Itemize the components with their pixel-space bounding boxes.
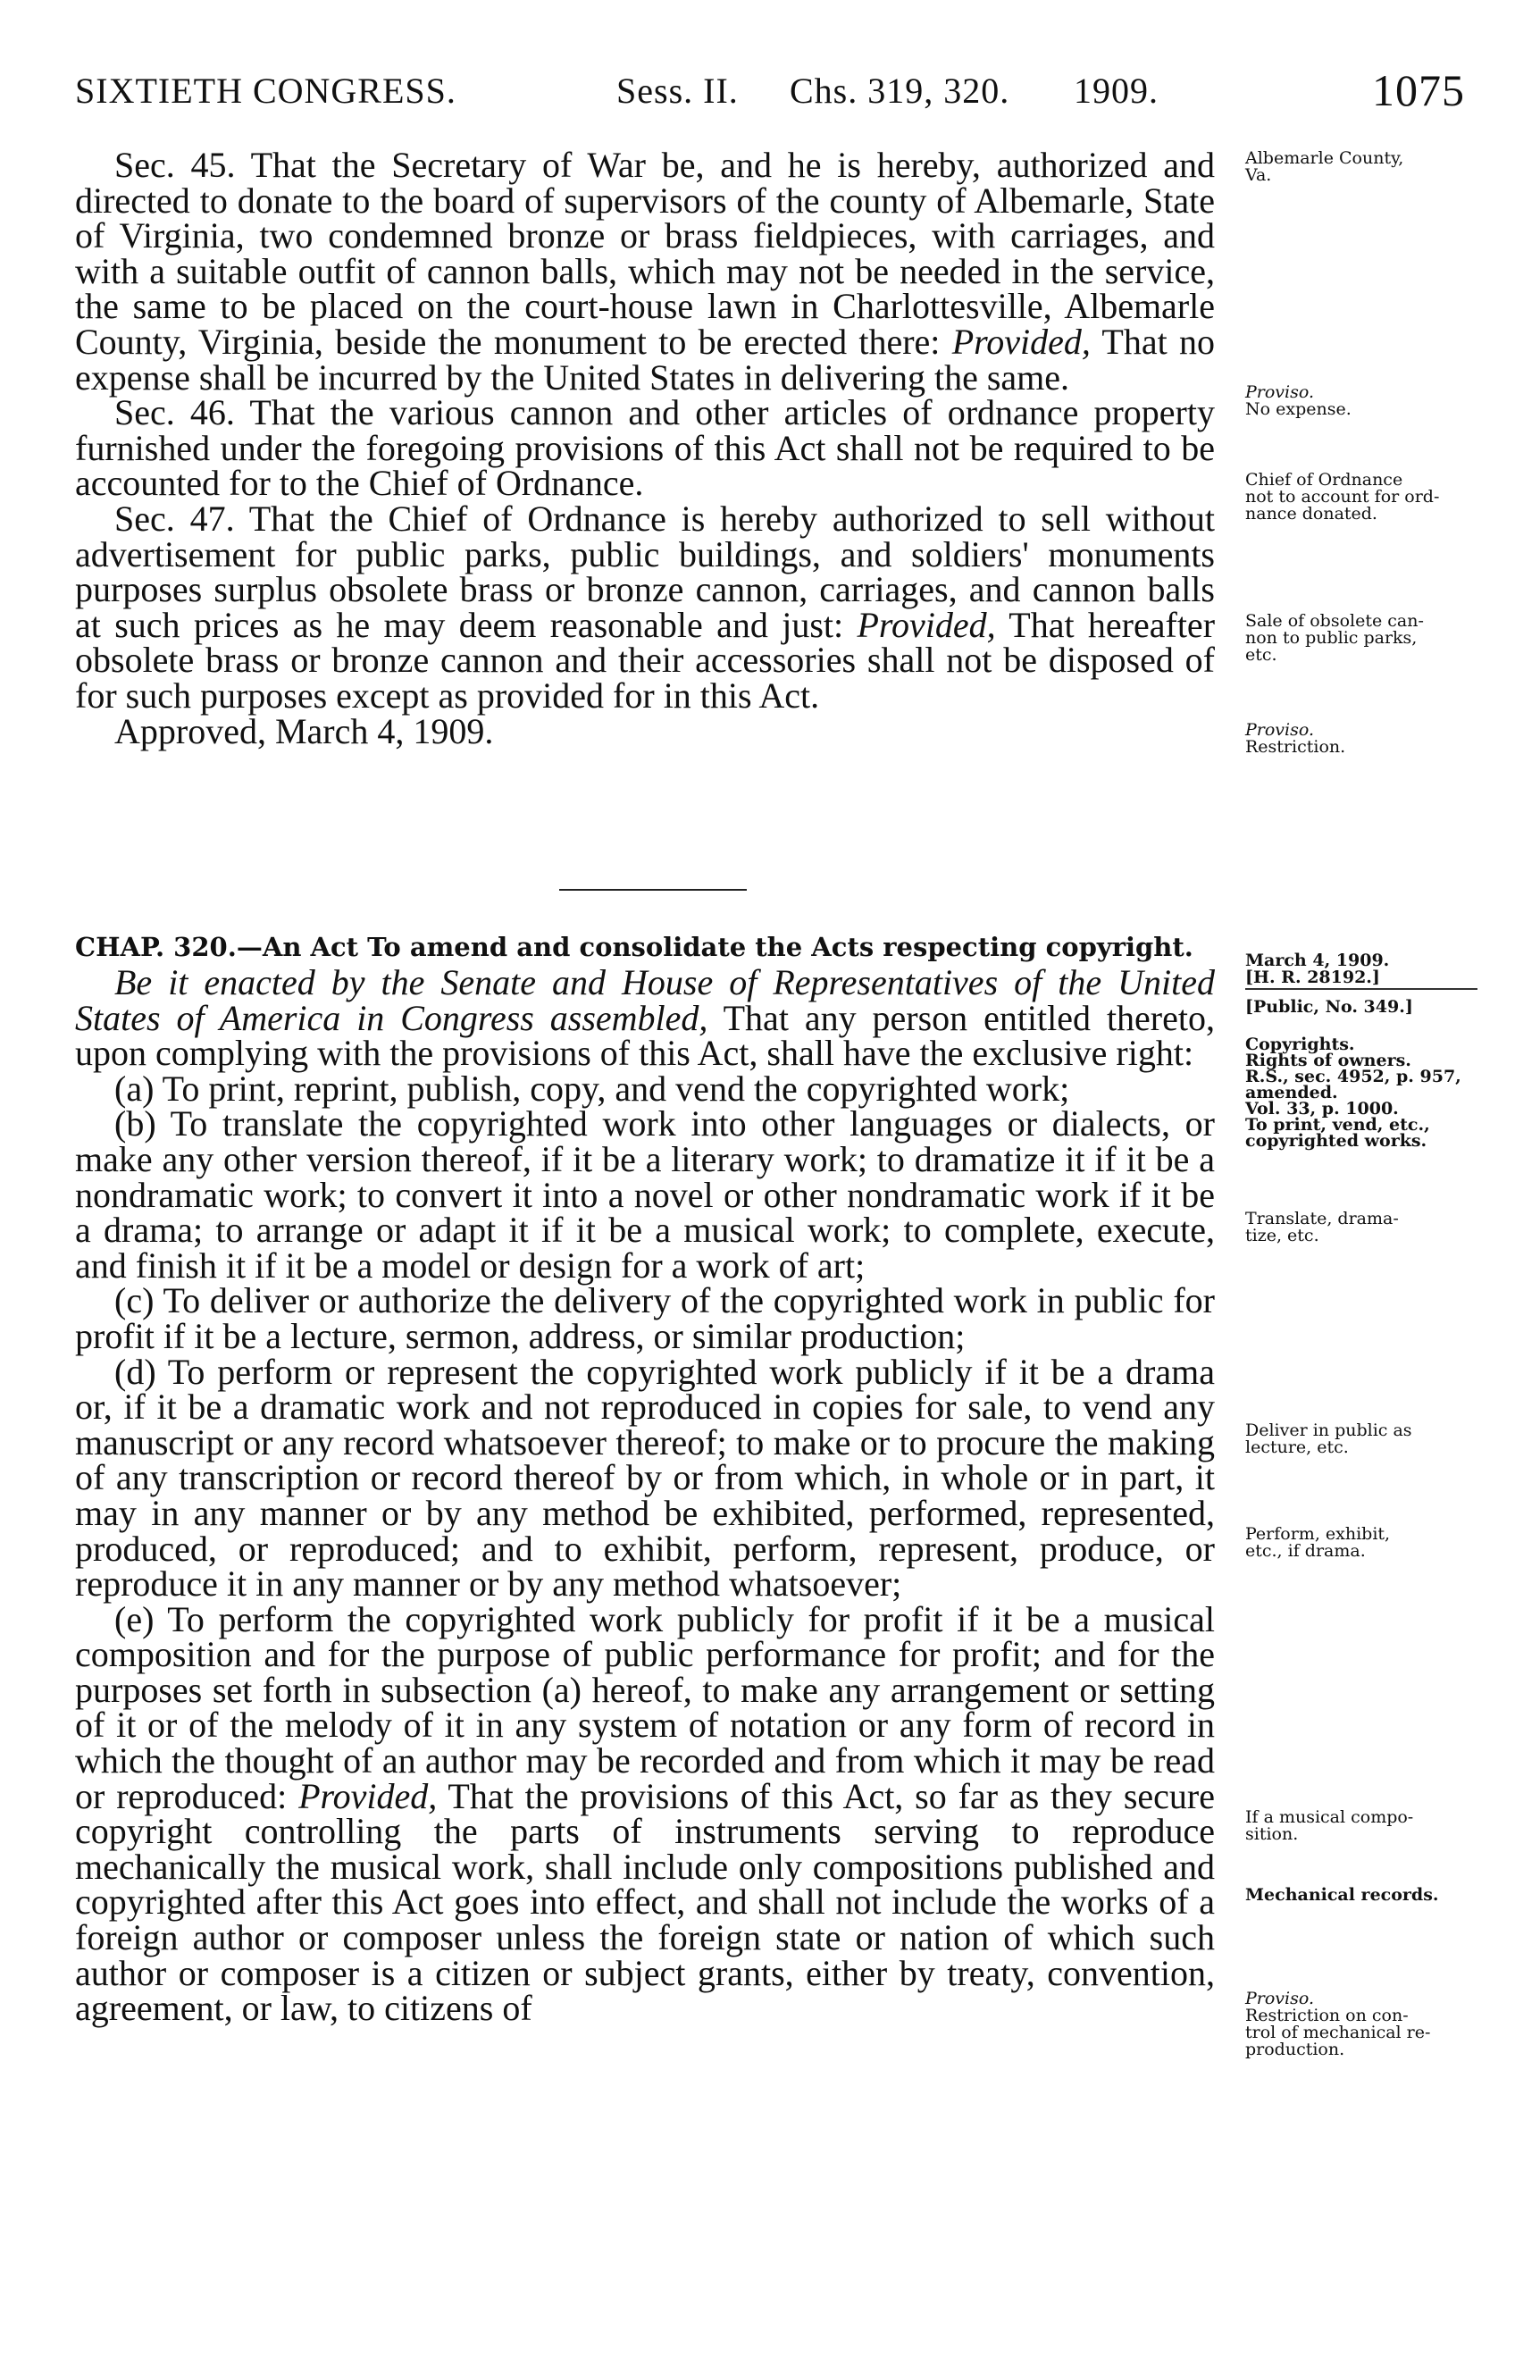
clause-e-proviso-text: That the provisions of this Act, so far as they secure copyright controlling the parts of instruments serving to reproduce mechanically the musical work, shall include only compositions published and copyrighted after this Act goes into effect, and shall not include the works of a foreign author or composer unless the foreign state or nation of which such author or composer is a citizen or subject grants, either by treaty, convention, agreement, or law, to citizens of <box>75 1775 1215 2029</box>
clause-a: (a) To print, reprint, publish, copy, and vend the copyrighted work; <box>114 1068 1070 1109</box>
chapter-intro: That any person entitled thereto, upon complying with the provisions of this Act, shall have the exclusive right: <box>75 997 1215 1074</box>
approved-date: Approved, March 4, 1909. <box>114 710 494 751</box>
section-45-proviso-word: Provided, <box>951 321 1091 362</box>
section-45 <box>75 145 1216 398</box>
margin-note-proviso-mechanical: Proviso. Restriction on con- trol of mechanical re- production. <box>1245 1989 1431 2059</box>
section-47-proviso-word: Provided, <box>857 604 996 645</box>
chapters-label: Chs. 319, 320. <box>790 71 1010 111</box>
section-46-label: Sec. 46. <box>114 392 235 433</box>
margin-note-copyrights: Copyrights. Rights of owners. R.S., sec. 4952, p. 957, amended. Vol. 33, p. 1000. To print, vend, etc., copyrighted works. <box>1245 1035 1461 1151</box>
section-46-text: That the various cannon and other articles of ordnance property furnished under the foregoing provisions of this Act shall not be required to be accounted for to the Chief of Ordnance. <box>75 392 1215 504</box>
session-label: Sess. II. <box>616 71 739 111</box>
clause-e-proviso-word: Provided, <box>298 1775 438 1816</box>
chapter-320 <box>75 929 1215 2029</box>
enacting-clause: Be it enacted by the Senate and House of Representatives of the United States of America in Congress assembled, <box>75 962 1215 1038</box>
margin-note-proviso-restriction: Proviso. Restriction. <box>1245 720 1346 757</box>
clause-c: (c) To deliver or authorize the delivery of the copyrighted work in public for profit if it be a lecture, sermon, address, or similar production; <box>75 1280 1215 1356</box>
section-47-proviso-text: That hereafter obsolete brass or bronze cannon and their accessories shall not be disposed of for such purposes except as provided for in this Act. <box>75 604 1216 716</box>
clause-b: (b) To translate the copyrighted work into other languages or dialects, or make any other version thereof, if it be a literary work; to dramatize it if it be a nondramatic work; to convert it into a novel or other nondramatic work if it be a drama; to arrange or adapt it if it be a musical work; to complete, execute, and finish it if it be a model or design for a work of art; <box>75 1103 1215 1286</box>
chapter-title: —An Act To amend and consolidate the Acts respecting copyright. <box>236 932 1193 962</box>
enacting-paragraph <box>75 962 1215 1074</box>
section-divider <box>559 889 747 891</box>
margin-note-proviso-no-expense: Proviso. No expense. <box>1245 382 1352 419</box>
margin-note-date: March 4, 1909. [H. R. 28192.] <box>1245 951 1390 987</box>
clause-d: (d) To perform or represent the copyrighted work publicly if it be a drama or, if it be a dramatic work and not reproduced in copies for sale, to vend any manuscript or any record whatsoever thereof; to make or to procure the making of any transcription or record thereof by or from which, in whole or in part, it may in any manner or by any method be exhibited, performed, represented, produced, or reproduced; and to exhibit, perform, represent, produce, or reproduce it in any manner or by any method whatsoever; <box>75 1351 1215 1605</box>
section-47-text: That the Chief of Ordnance is hereby authorized to sell without advertisement for public parks, public buildings, and soldiers' monuments purposes surplus obsolete brass or bronze cannon, carriages, and cannon balls at such prices as he may deem reasonable and just: <box>75 498 1215 645</box>
margin-note-albemarle: Albemarle County, Va. <box>1245 148 1404 185</box>
sections-45-47 <box>75 147 1215 749</box>
section-45-label: Sec. 45. <box>114 145 236 185</box>
chapter-label: CHAP. 320. <box>75 932 237 962</box>
page-number: 1075 <box>1372 65 1465 115</box>
congress-title: SIXTIETH CONGRESS. <box>75 71 456 111</box>
margin-note-chief-of-ordnance: Chief of Ordnance not to account for ord- nance donated. <box>1245 470 1440 524</box>
margin-note-public-law: [Public, No. 349.] <box>1245 997 1413 1017</box>
margin-note-mechanical: Mechanical records. <box>1245 1885 1439 1905</box>
clause-e-text: (e) To perform the copyrighted work publicly for profit if it be a musical composition and for the purpose of public performance for profit; and for the purposes set forth in subsection (a) hereof, to make any arrangement or setting of it or of the melody of it in any system of notation or any form of record in which the thought of an author may be recorded and from which it may be read or reproduced: <box>75 1598 1215 1816</box>
clause-e <box>75 1598 1215 2029</box>
section-47-label: Sec. 47. <box>114 498 235 539</box>
section-46 <box>75 392 1215 504</box>
section-45-proviso-text: That no expense shall be incurred by the United States in delivering the same. <box>75 321 1215 398</box>
margin-divider <box>1245 988 1477 990</box>
chapter-heading <box>75 929 1215 965</box>
margin-note-deliver: Deliver in public as lecture, etc. <box>1245 1420 1412 1457</box>
margin-note-musical: If a musical compo- sition. <box>1245 1807 1414 1844</box>
running-header <box>75 65 1469 123</box>
margin-note-sale: Sale of obsolete can- non to public parks, etc. <box>1245 611 1424 665</box>
margin-note-perform: Perform, exhibit, etc., if drama. <box>1245 1524 1391 1561</box>
section-47 <box>75 498 1216 716</box>
section-45-text: That the Secretary of War be, and he is hereby, authorized and directed to donate to the board of supervisors of the county of Albemarle, State of Virginia, two condemned bronze or brass fieldpieces, with carriages, and with a suitable outfit of cannon balls, which may not be needed in the service, the same to be placed on the court-house lawn in Charlottesville, Albemarle County, Virginia, beside the monument to be erected there: <box>75 145 1216 362</box>
header-year: 1909. <box>1074 71 1159 111</box>
margin-note-translate: Translate, drama- tize, etc. <box>1245 1209 1399 1245</box>
